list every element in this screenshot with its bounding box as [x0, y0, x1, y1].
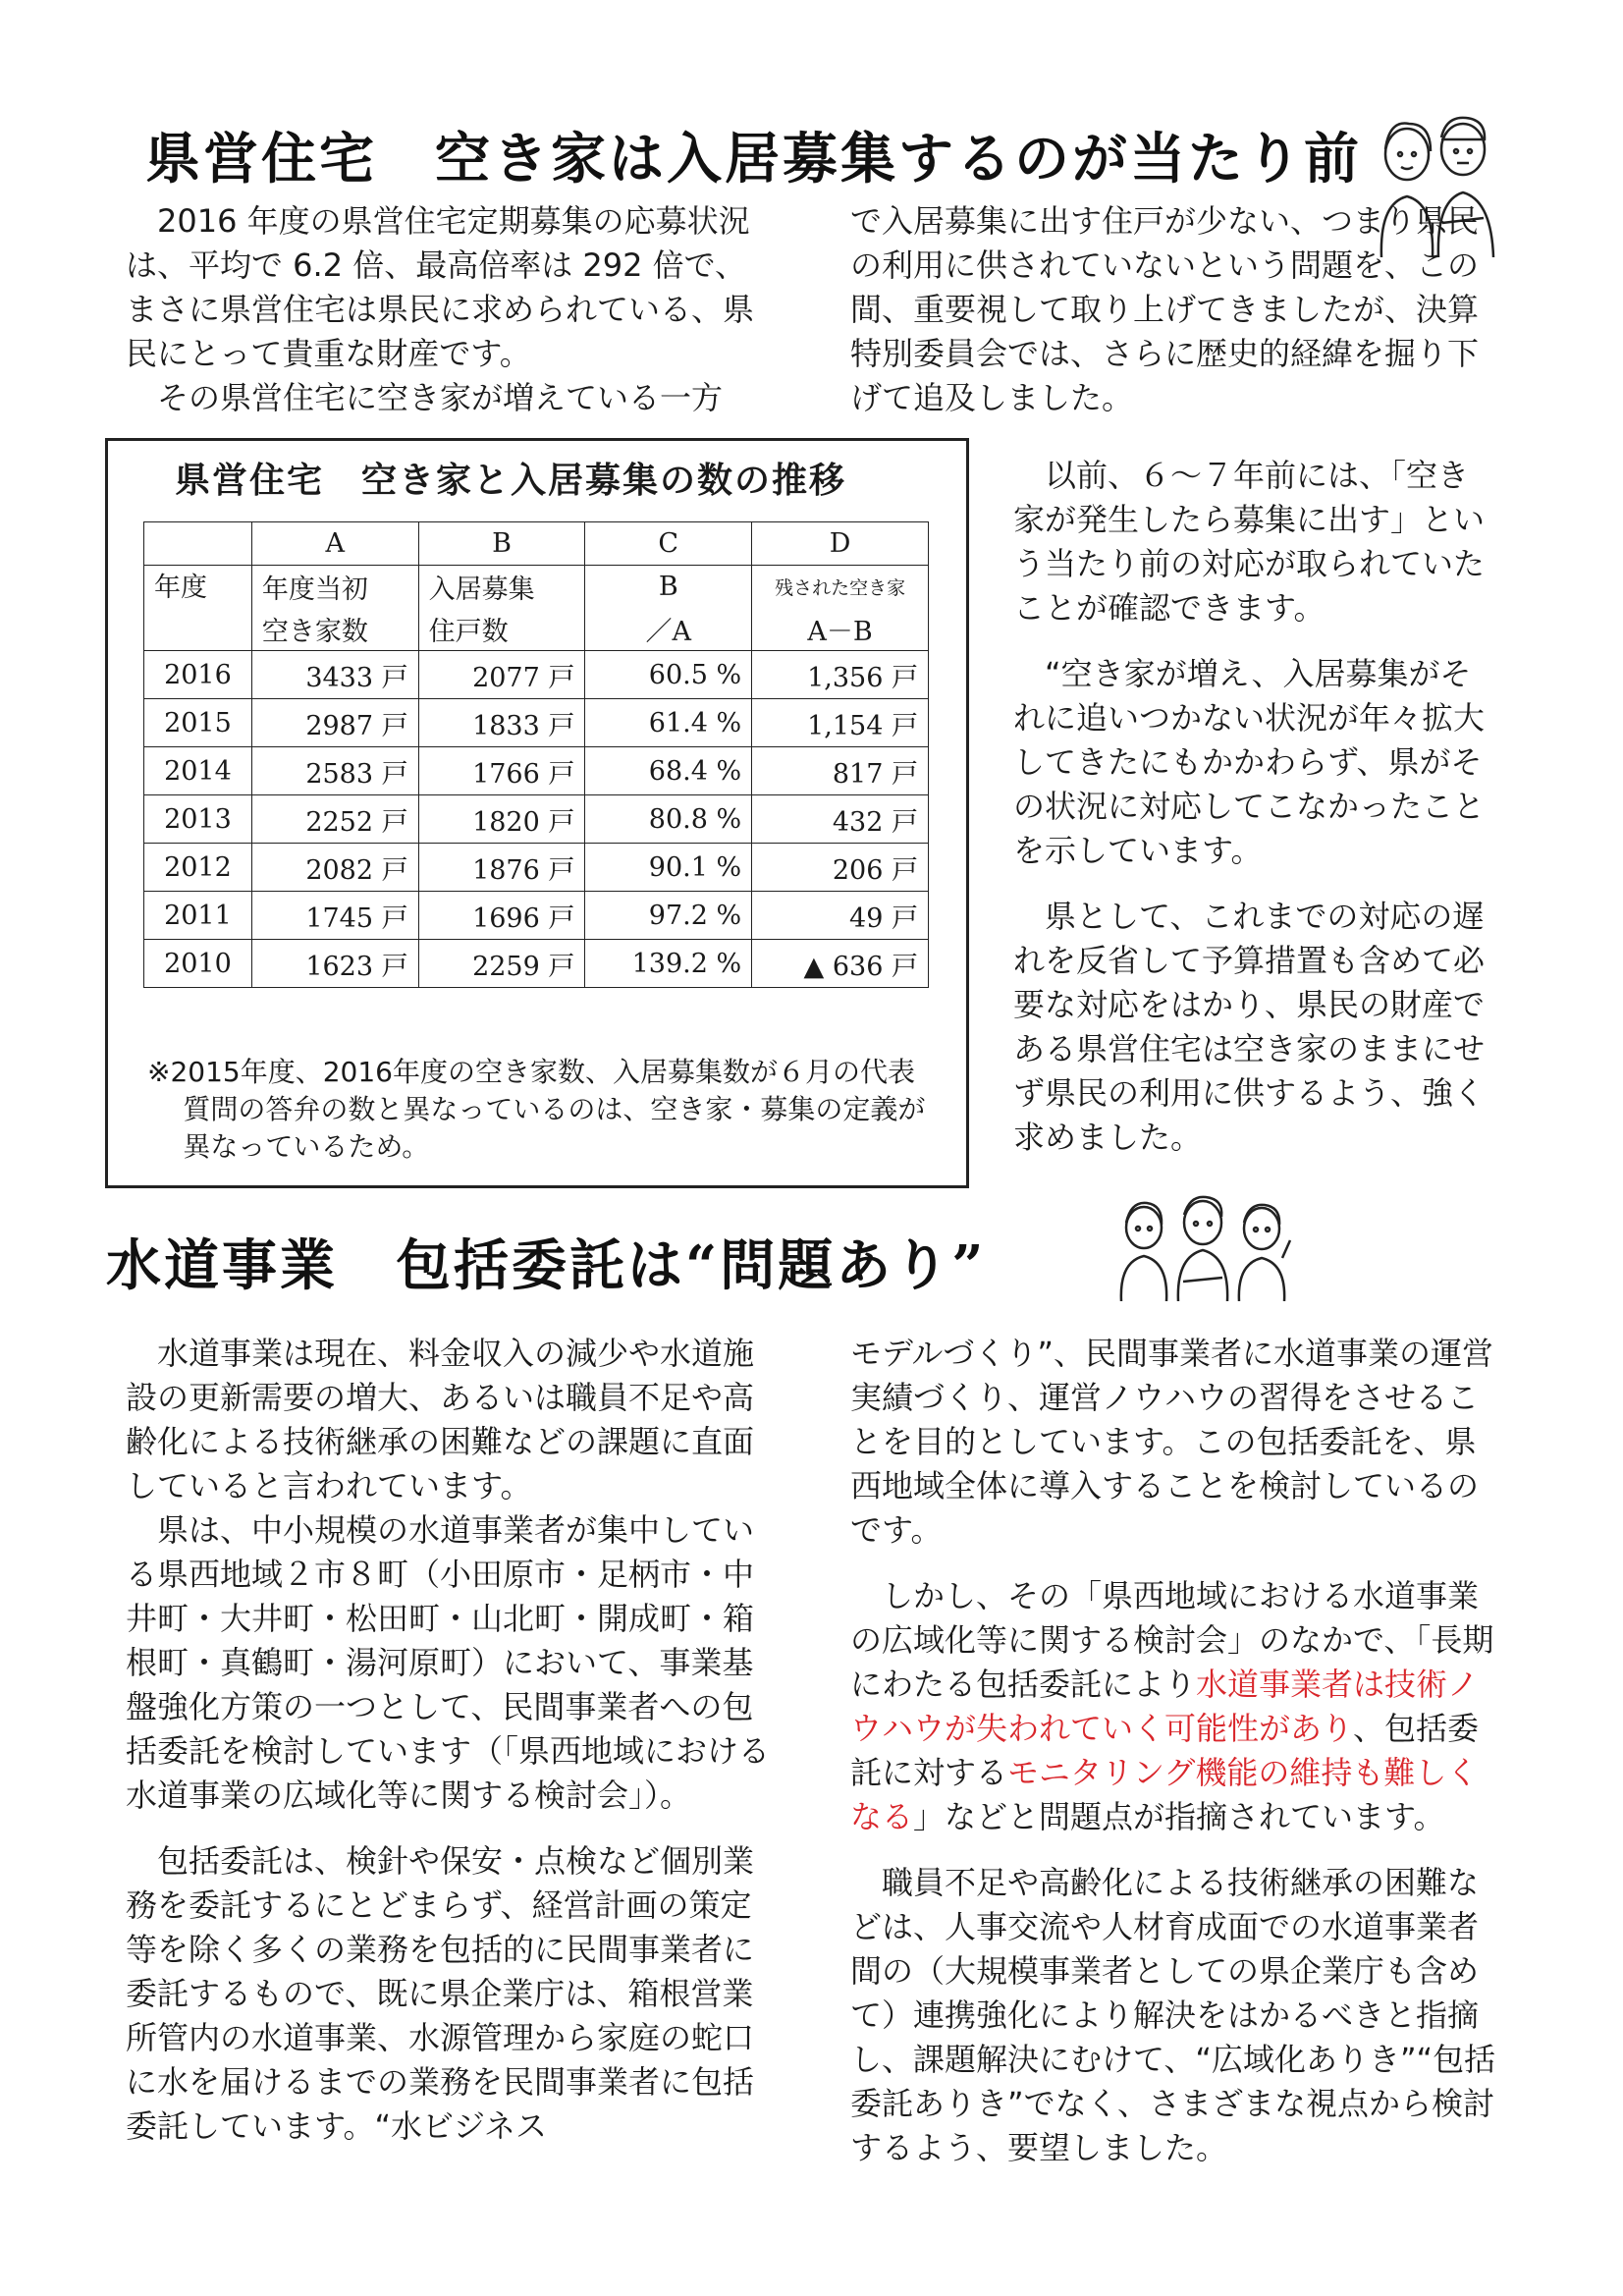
cell-b: 1833 戸 [418, 699, 585, 747]
year-cell: 2012 [144, 844, 252, 892]
cartoon-three-people [1109, 1193, 1296, 1301]
column-letter: A [251, 522, 418, 566]
column-header: 残された空き家 [752, 566, 929, 609]
cell-d: 49 戸 [752, 892, 929, 940]
column-letter: B [418, 522, 585, 566]
year-header: 年度 [144, 566, 252, 609]
cell-a: 3433 戸 [251, 651, 418, 699]
column-header: 入居募集 [418, 566, 585, 609]
year-cell: 2014 [144, 747, 252, 795]
cell-a: 2583 戸 [251, 747, 418, 795]
paragraph [850, 1574, 1503, 1839]
section2-left-column [126, 1332, 774, 2149]
paragraph: 以前、６～７年前には、「空き家が発生したら募集に出す」という当たり前の対応が取られていたことが確認できます。 [1013, 457, 1486, 627]
table-row [144, 844, 929, 892]
cell-c: 139.2 % [585, 940, 752, 988]
paragraph: で入居募集に出す住戸が少ない、つまり県民の利用に供されていないという問題を、この間、重要視して取り上げてきましたが、決算特別委員会では、さらに歴史的経緯を掘り下げて追及しました。 [850, 202, 1480, 416]
column-header: ／A [585, 608, 752, 651]
cell-c: 61.4 % [585, 699, 752, 747]
table-header-row [144, 608, 929, 651]
year-cell: 2011 [144, 892, 252, 940]
cell-d: 1,356 戸 [752, 651, 929, 699]
cell-b: 1876 戸 [418, 844, 585, 892]
cell-b: 2259 戸 [418, 940, 585, 988]
table-header-row [144, 522, 929, 566]
paragraph: 県は、中小規模の水道事業者が集中している県西地域２市８町（小田原市・足柄市・中井町・大井町・松田町・山北町・開成町・箱根町・真鶴町・湯河原町）において、事業基盤強化方策の一つとして、民間事業者への包括委託を検討しています（「県西地域における水道事業の広域化等に関する検討会」）。 [126, 1511, 771, 1814]
column-letter: C [585, 522, 752, 566]
cell-d: 817 戸 [752, 747, 929, 795]
column-letter: D [752, 522, 929, 566]
column-header: 住戸数 [418, 608, 585, 651]
vacancy-table [143, 521, 929, 988]
table-row [144, 699, 929, 747]
cell-a: 2252 戸 [251, 795, 418, 844]
cell-b: 1696 戸 [418, 892, 585, 940]
column-header: A－B [752, 608, 929, 651]
paragraph: 2016 年度の県営住宅定期募集の応募状況は、平均で 6.2 倍、最高倍率は 292 倍で、まさに県営住宅は県民に求められている、県民にとって貴重な財産です。 [126, 202, 755, 372]
year-cell: 2016 [144, 651, 252, 699]
table-header-row [144, 566, 929, 609]
cell-a: 2082 戸 [251, 844, 418, 892]
cell-b: 2077 戸 [418, 651, 585, 699]
cell-a: 2987 戸 [251, 699, 418, 747]
paragraph: 県として、これまでの対応の遅れを反省して予算措置も含めて必要な対応をはかり、県民の財産である県営住宅は空き家のままにせず県民の利用に供するよう、強く求めました。 [1013, 898, 1486, 1156]
paragraph: “空き家が増え、入居募集がそれに追いつかない状況が年々拡大してきたにもかかわらず、県がその状況に対応してこなかったことを示しています。 [1013, 655, 1486, 869]
text-span: しかし、その「県西地域における水道事業の広域化等に関する検討会」のなかで、「長期にわたる包括委託により [850, 1577, 1494, 1703]
year-cell: 2010 [144, 940, 252, 988]
table-box [105, 438, 969, 1188]
column-header: 年度当初 [251, 566, 418, 609]
text-span: 、包括委託に対する [850, 1710, 1480, 1791]
year-cell: 2015 [144, 699, 252, 747]
column-header: B [585, 566, 752, 609]
table-row [144, 651, 929, 699]
table-row [144, 940, 929, 988]
cell-c: 80.8 % [585, 795, 752, 844]
table-row [144, 795, 929, 844]
table-row [144, 747, 929, 795]
paragraph: 包括委託は、検針や保安・点検など個別業務を委託するにとどまらず、経営計画の策定等を除く多くの業務を包括的に民間事業者に委託するもので、既に県企業庁は、箱根営業所管内の水道事業、水源管理から家庭の蛇口に水を届けるまでの業務を民間事業者に包括委託しています。“水ビジネス [126, 1842, 755, 2145]
cell-d: 1,154 戸 [752, 699, 929, 747]
section2-right-column [850, 1332, 1503, 2170]
highlight-text: モニタリング機能の維持も難しくなる [850, 1754, 1479, 1835]
year-cell: 2013 [144, 795, 252, 844]
section1-side-column [1013, 454, 1494, 1160]
cell-b: 1766 戸 [418, 747, 585, 795]
cell-c: 90.1 % [585, 844, 752, 892]
highlight-text: 水道事業者は技術ノウハウが失われていく可能性があり [850, 1666, 1480, 1747]
table-note [147, 1054, 933, 1166]
cell-a: 1623 戸 [251, 940, 418, 988]
paragraph: その県営住宅に空き家が増えている一方 [157, 379, 724, 416]
column-header: 空き家数 [251, 608, 418, 651]
section1-title: 県営住宅 空き家は入居募集するのが当たり前 [145, 127, 1362, 191]
cell-a: 1745 戸 [251, 892, 418, 940]
section1-right-column [850, 199, 1503, 420]
cell-b: 1820 戸 [418, 795, 585, 844]
table-title: 県営住宅 空き家と入居募集の数の推移 [175, 461, 847, 501]
section2-title: 水道事業 包括委託は“問題あり” [106, 1233, 987, 1298]
cell-d: 432 戸 [752, 795, 929, 844]
section1-left-column [126, 199, 774, 420]
paragraph: 職員不足や高齢化による技術継承の困難などは、人事交流や人材育成面での水道事業者間の（大規模事業者としての県企業庁も含めて）連携強化により解決をはかるべきと指摘し、課題解決にむけて、“広域化ありき”“包括委託ありき”でなく、さまざまな視点から検討するよう、要望しました。 [850, 1864, 1496, 2166]
paragraph: 水道事業は現在、料金収入の減少や水道施設の更新需要の増大、あるいは職員不足や高齢化による技術継承の困難などの課題に直面していると言われています。 [126, 1335, 755, 1504]
cell-d: 206 戸 [752, 844, 929, 892]
cell-c: 97.2 % [585, 892, 752, 940]
cell-d: ▲ 636 戸 [752, 940, 929, 988]
table-row [144, 892, 929, 940]
table-note-text: ※2015年度、2016年度の空き家数、入居募集数が６月の代表質問の答弁の数と異なっているのは、空き家・募集の定義が異なっているため。 [147, 1056, 926, 1163]
text-span: 」などと問題点が指摘されています。 [913, 1798, 1445, 1835]
cell-c: 68.4 % [585, 747, 752, 795]
paragraph: モデルづくり”、民間事業者に水道事業の運営実績づくり、運営ノウハウの習得をさせることを目的としています。この包括委託を、県西地域全体に導入することを検討しているのです。 [850, 1335, 1493, 1549]
cell-c: 60.5 % [585, 651, 752, 699]
